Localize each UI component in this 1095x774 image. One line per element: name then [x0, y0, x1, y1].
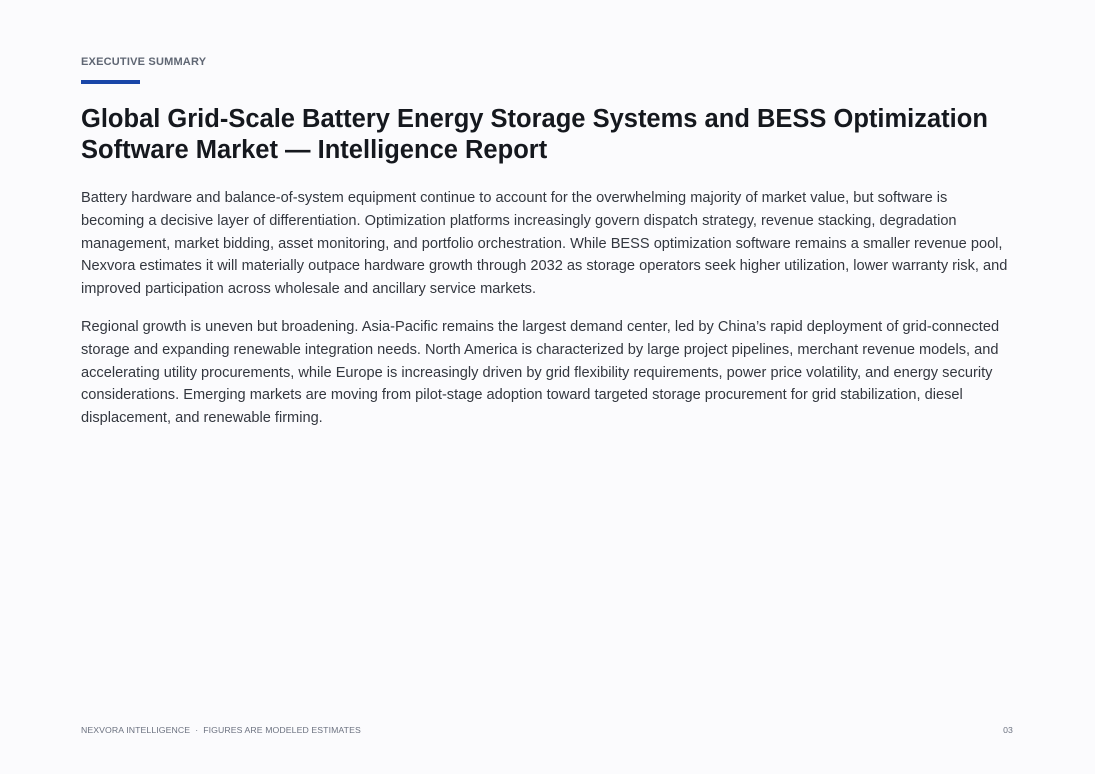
footer-left [81, 725, 361, 735]
page-number: 03 [1003, 725, 1013, 735]
footer-brand: NEXVORA INTELLIGENCE [81, 725, 191, 735]
footer-separator: · [195, 725, 199, 735]
section-label: EXECUTIVE SUMMARY [81, 56, 207, 68]
footer-note: FIGURES ARE MODELED ESTIMATES [203, 725, 361, 735]
page-title: Global Grid-Scale Battery Energy Storage Systems and BESS Optimization Software Market — Intelligence Report [81, 105, 988, 164]
page-footer [81, 724, 1013, 736]
summary-body [81, 187, 1013, 430]
accent-rule [81, 80, 140, 84]
summary-paragraph-1: Battery hardware and balance-of-system equipment continue to account for the overwhelming majority of market value, but software is becoming a decisive layer of differentiation. Optimization platforms increasingly govern dispatch strategy, revenue stacking, degradation management, market bidding, asset monitoring, and portfolio orchestration. While BESS optimization software remains a smaller revenue pool, Nexvora estimates it will materially outpace hardware growth through 2032 as storage operators seek higher utilization, lower warranty risk, and improved participation across wholesale and ancillary service markets. [81, 190, 1008, 298]
summary-paragraph-2: Regional growth is uneven but broadening. Asia-Pacific remains the largest demand center, led by China’s rapid deployment of grid-connected storage and expanding renewable integration needs. North America is characterized by large project pipelines, merchant revenue models, and accelerating utility procurements, while Europe is increasingly driven by grid flexibility requirements, power price volatility, and energy security considerations. Emerging markets are moving from pilot-stage adoption toward targeted storage procurement for grid stabilization, diesel displacement, and renewable firming. [81, 318, 1000, 427]
page-content [81, 54, 1013, 430]
